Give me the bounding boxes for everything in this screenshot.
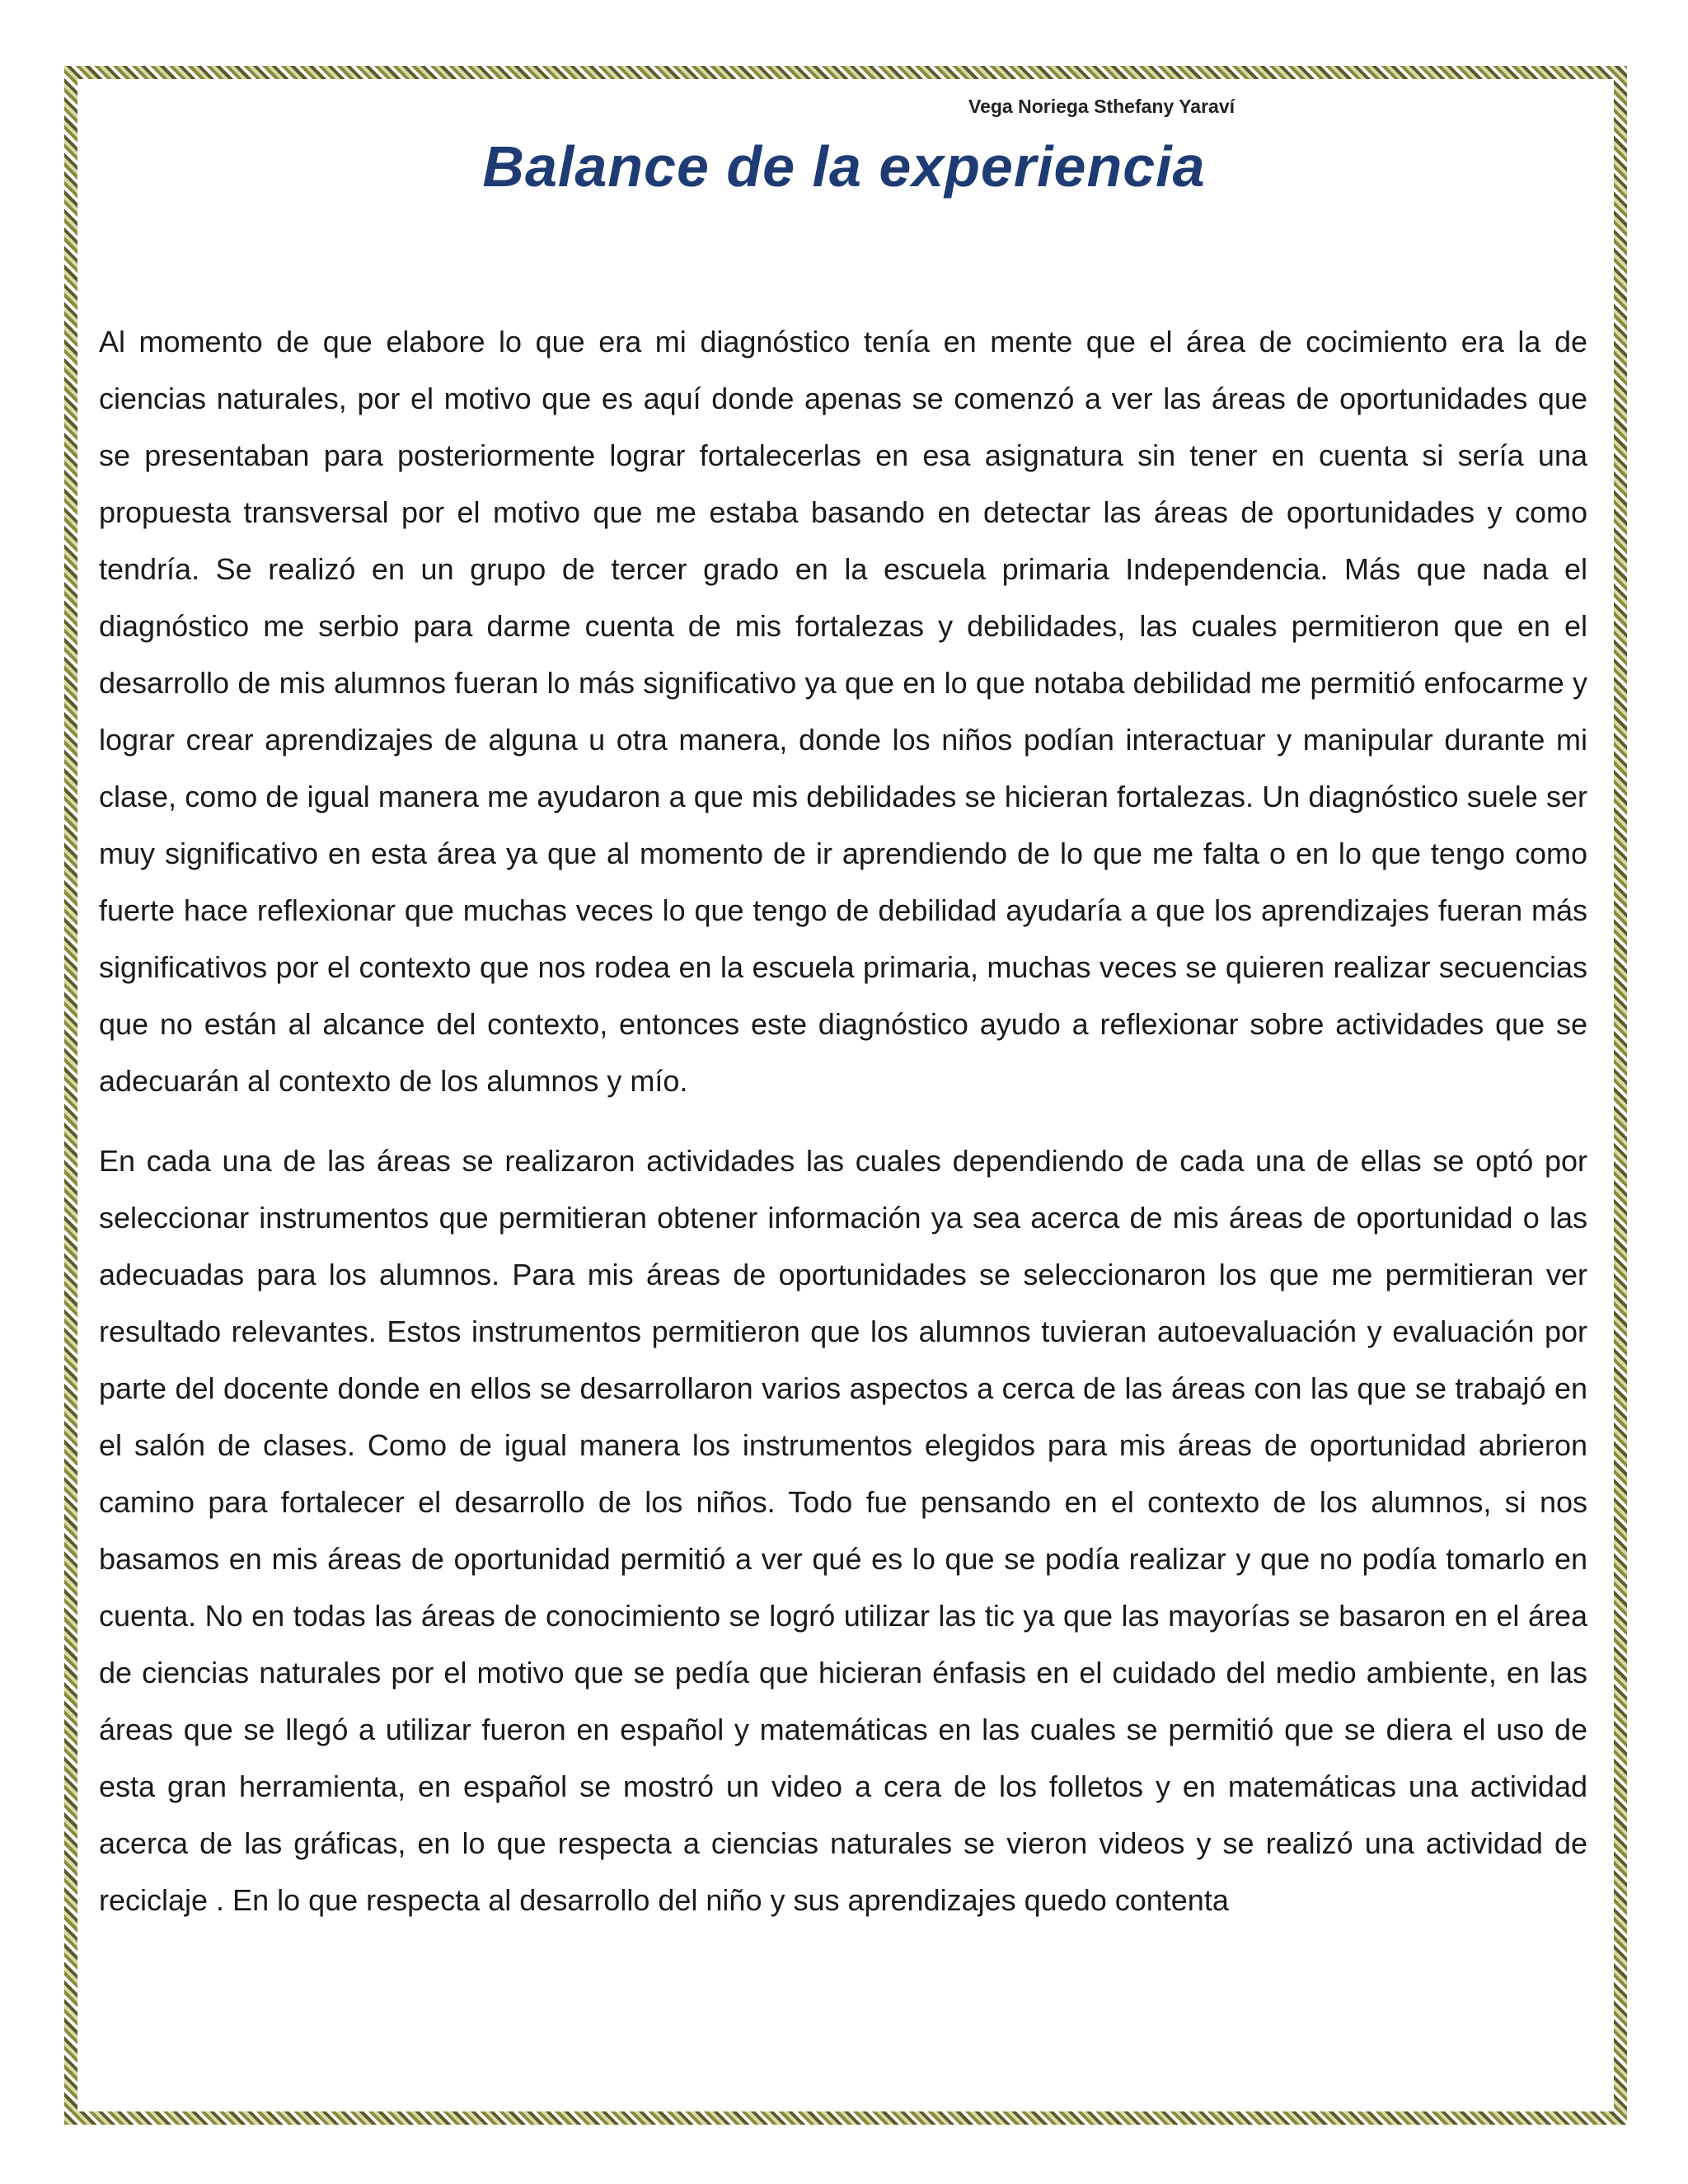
paragraph: En cada una de las áreas se realizaron actividades las cuales dependiendo de cada una de ellas se optó por seleccionar instrumentos que permitieran obtener información ya sea acerca de mis áreas de oportunidad o las adecuadas para los alumnos. Para mis áreas de oportunidades se seleccionaron los que me permitieran ver resultado relevantes. Estos instrumentos permitieron que los alumnos tuvieran autoevaluación y evaluación por parte del docente donde en ellos se desarrollaron varios aspectos a cerca de las áreas con las que se trabajó en el salón de clases. Como de igual manera los instrumentos elegidos para mis áreas de oportunidad abrieron camino para fortalecer el desarrollo de los niños. Todo fue pensando en el contexto de los alumnos, si nos basamos en mis áreas de oportunidad permitió a ver qué es lo que se podía realizar y que no podía tomarlo en cuenta. No en todas las áreas de conocimiento se logró utilizar las tic ya que las mayorías se basaron en el área de ciencias naturales por el motivo que se pedía que hicieran énfasis en el cuidado del medio ambiente, en las áreas que se llegó a utilizar fueron en español y matemáticas en las cuales se permitió que se diera el uso de esta gran herramienta, en español se mostró un video a cera de los folletos y en matemáticas una actividad acerca de las gráficas, en lo que respecta a ciencias naturales se vieron videos y se realizó una actividad de reciclaje . En lo que respecta al desarrollo del niño y sus aprendizajes quedo contenta bbox=[99, 1144, 1587, 1917]
author-name: Vega Noriega Sthefany Yaraví bbox=[968, 96, 1236, 117]
paragraph: Al momento de que elabore lo que era mi diagnóstico tenía en mente que el área de cocimiento era la de ciencias naturales, por el motivo que es aquí donde apenas se comenzó a ver las áreas de oportunidades que se presentaban para posteriormente lograr fortalecerlas en esa asignatura sin tener en cuenta si sería una propuesta transversal por el motivo que me estaba basando en detectar las áreas de oportunidades y como tendría. Se realizó en un grupo de tercer grado en la escuela primaria Independencia. Más que nada el diagnóstico me serbio para darme cuenta de mis fortalezas y debilidades, las cuales permitieron que en el desarrollo de mis alumnos fueran lo más significativo ya que en lo que notaba debilidad me permitió enfocarme y lograr crear aprendizajes de alguna u otra manera, donde los niños podían interactuar y manipular durante mi clase, como de igual manera me ayudaron a que mis debilidades se hicieran fortalezas. Un diagnóstico suele ser muy significativo en esta área ya que al momento de ir aprendiendo de lo que me falta o en lo que tengo como fuerte hace reflexionar que muchas veces lo que tengo de debilidad ayudaría a que los aprendizajes fueran más significativos por el contexto que nos rodea en la escuela primaria, muchas veces se quieren realizar secuencias que no están al alcance del contexto, entonces este diagnóstico ayudo a reflexionar sobre actividades que se adecuarán al contexto de los alumnos y mío. bbox=[99, 325, 1587, 1098]
document-title: Balance de la experiencia bbox=[482, 134, 1206, 199]
document-body bbox=[99, 313, 1587, 1952]
